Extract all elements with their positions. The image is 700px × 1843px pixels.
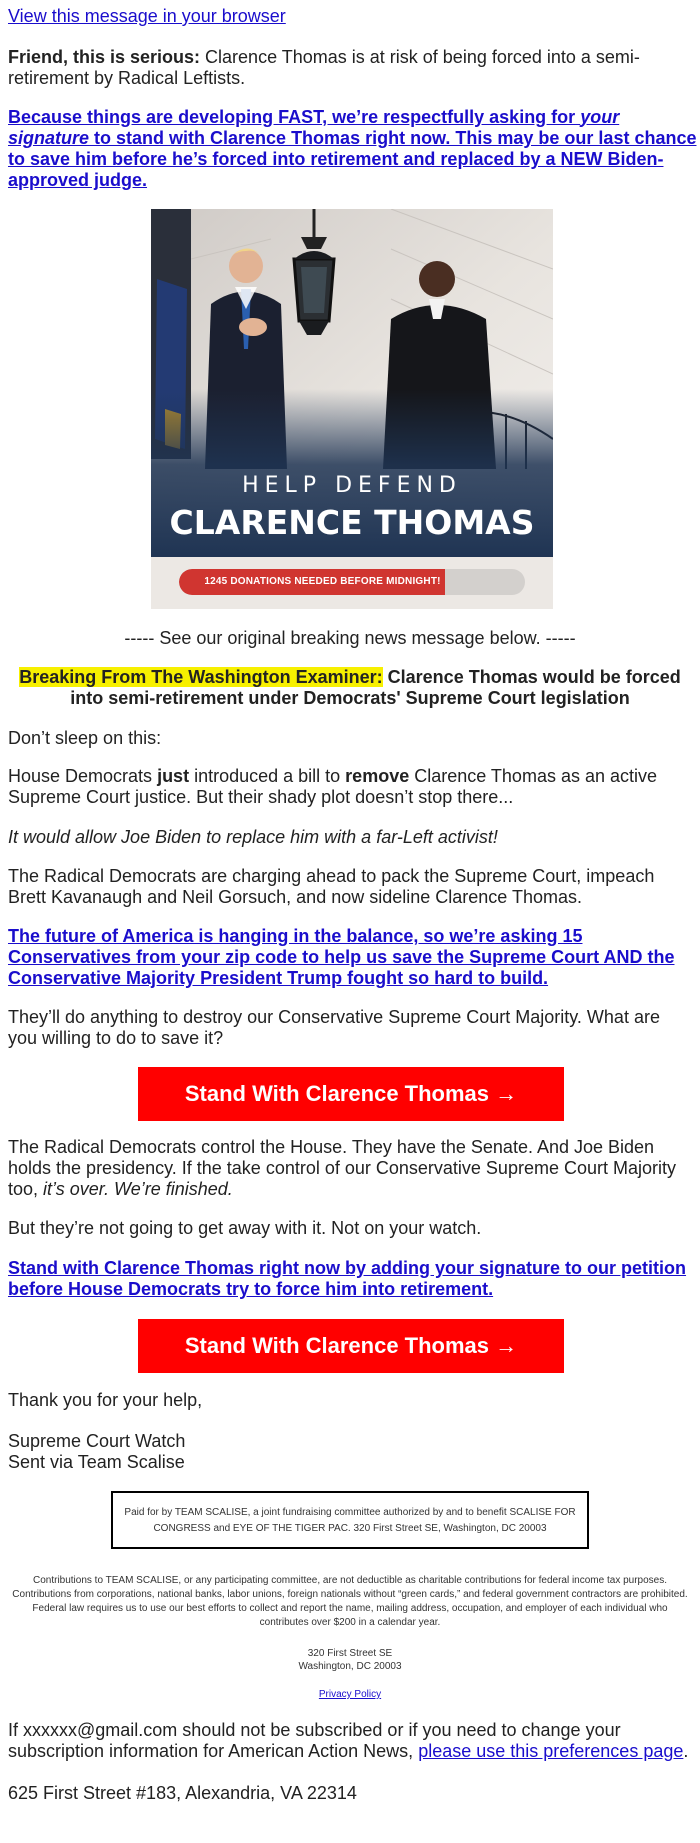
body-paragraph-2 [8, 766, 678, 808]
hero-image-link[interactable] [151, 209, 553, 609]
intro-lead-bold: Friend, this is serious: [8, 47, 201, 67]
signature-line-1: Supreme Court Watch [8, 1431, 186, 1451]
intro-cta-paragraph [8, 107, 698, 191]
paid-for-disclaimer: Paid for by TEAM SCALISE, a joint fundraising committee authorized by and to benefit SCALISE FOR CONGRESS and EYE OF THE TIGER PAC. 320 First Street SE, Washington, DC 20003 [111, 1491, 589, 1549]
stand-with-thomas-button-1[interactable]: Stand With Clarence Thomas → [138, 1067, 564, 1121]
p2-bold-just: just [157, 766, 190, 786]
sign-petition-link[interactable]: Stand with Clarence Thomas right now by adding your signature to our petition before House Democrats try to force him into retirement. [8, 1258, 687, 1299]
body-link-paragraph-2 [8, 1258, 692, 1300]
mailing-address: 625 First Street #183, Alexandria, VA 22314 [8, 1783, 357, 1803]
intro-cta-link[interactable] [8, 107, 696, 190]
view-in-browser-link[interactable]: View this message in your browser [8, 6, 286, 26]
p2-text-c: introduced a bill to [189, 766, 346, 786]
body-paragraph-7: But they’re not going to get away with it. Not on your watch. [8, 1218, 482, 1238]
privacy-policy-link[interactable]: Privacy Policy [318, 1689, 382, 1700]
footer-address-line-1: 320 First Street SE [307, 1648, 393, 1659]
thank-you-text: Thank you for your help, [8, 1390, 203, 1410]
donation-progress-bar [179, 569, 525, 595]
donation-progress-label: 1245 DONATIONS NEEDED BEFORE MIDNIGHT! [204, 576, 441, 587]
unsubscribe-period: . [683, 1741, 689, 1761]
body-paragraph-1: Don’t sleep on this: [8, 728, 162, 748]
p2-text-a: House Democrats [8, 766, 158, 786]
save-supreme-court-link[interactable]: The future of America is hanging in the balance, so we’re asking 15 Conservatives from your zip code to help us save the Supreme Court AND the Conservative Majority President Trump fought so hard to build. [8, 926, 675, 988]
preferences-page-link[interactable]: please use this preferences page [418, 1741, 684, 1761]
intro-cta-italic: your signature [8, 107, 620, 148]
privacy-policy-wrapper [8, 1688, 692, 1702]
hero-title-line2: CLARENCE THOMAS [169, 503, 535, 542]
p2-bold-remove: remove [345, 766, 410, 786]
hero-photo [151, 209, 553, 557]
unsubscribe-paragraph [8, 1720, 698, 1762]
headline-highlight: Breaking From The Washington Examiner: [19, 667, 383, 687]
p6-text: The Radical Democrats control the House. They have the Senate. And Joe Biden holds the presidency. If the take control of our Conservative Supreme Court Majority too, [8, 1137, 676, 1199]
footer-address-line-2: Washington, DC 20003 [298, 1661, 402, 1672]
body-paragraph-3: It would allow Joe Biden to replace him with a far-Left activist! [8, 827, 498, 847]
hero-title-line1: HELP DEFEND [242, 473, 462, 498]
p2-text-e: Clarence Thomas as an active Supreme Court justice. But their shady plot doesn’t stop there... [8, 766, 658, 807]
stand-with-thomas-button-2[interactable]: Stand With Clarence Thomas → [138, 1319, 564, 1373]
contributions-disclaimer: Contributions to TEAM SCALISE, or any participating committee, are not deductible as charitable contributions for federal income tax purposes. Contributions from corporations, national banks, labor unions, foreign nationals without “green cards,” and federal government contractors are prohibited. Federal law requires us to use our best efforts to collect and report the name, mailing address, occupation, and employer of each individual who contributes over $200 in a calendar year. [12, 1575, 688, 1628]
signature-line-2: Sent via Team Scalise [8, 1452, 185, 1472]
body-paragraph-6 [8, 1137, 688, 1200]
body-paragraph-5: They’ll do anything to destroy our Conservative Supreme Court Majority. What are you willing to do to save it? [8, 1007, 660, 1048]
intro-cta-text-2: to stand with Clarence Thomas right now. This may be our last chance to save him before he’s forced into retirement and replaced by a NEW Biden-approved judge. [8, 128, 697, 190]
intro-lead-text: Clarence Thomas is at risk of being forced into a semi-retirement by Radical Leftists. [8, 47, 640, 88]
unsubscribe-text: If xxxxxx@gmail.com should not be subscribed or if you need to change your subscription information for American Action News, [8, 1720, 621, 1761]
body-link-paragraph-1 [8, 926, 692, 989]
headline [8, 667, 692, 709]
headline-text: Clarence Thomas would be forced into semi-retirement under Democrats' Supreme Court legislation [70, 667, 681, 708]
p6-italic: it’s over. We’re finished. [43, 1179, 233, 1199]
intro-cta-text-1: Because things are developing FAST, we’re respectfully asking for [8, 107, 581, 127]
breaking-news-divider: ----- See our original breaking news message below. ----- [124, 628, 576, 648]
intro-paragraph [8, 47, 658, 89]
body-paragraph-4: The Radical Democrats are charging ahead to pack the Supreme Court, impeach Brett Kavanaugh and Neil Gorsuch, and now sideline Clarence Thomas. [8, 866, 655, 907]
